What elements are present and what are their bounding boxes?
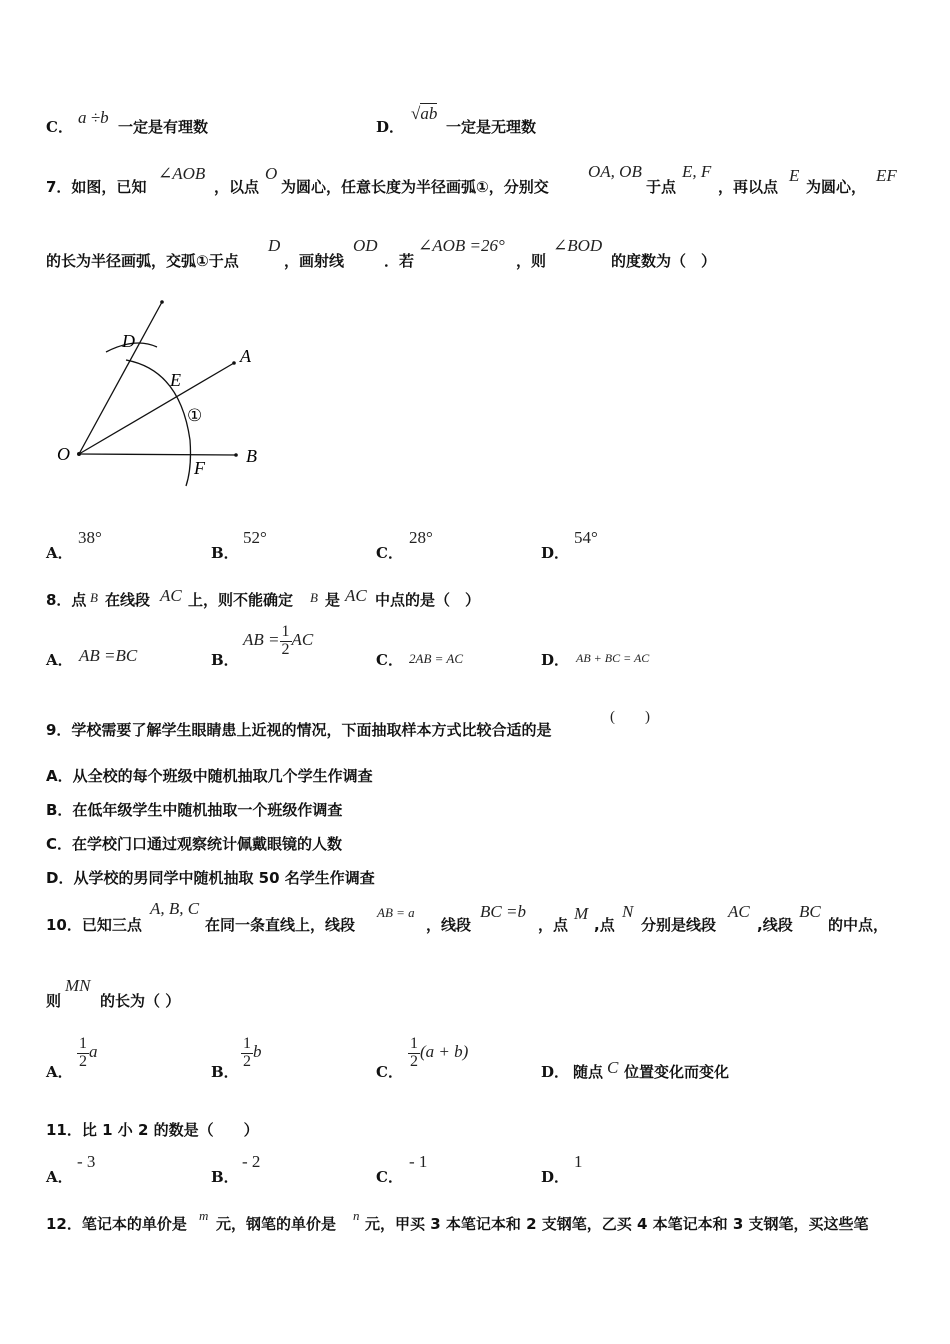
q10-text-5: ,点: [594, 916, 615, 934]
q8-option-a-value: AB =BC: [79, 646, 138, 665]
q8-option-d-value: AB + BC = AC: [576, 651, 650, 665]
q8-text-4: 是: [325, 591, 341, 609]
q12-text-3: 元，甲买 3 本笔记本和 2 支钢笔，乙买 4 本笔记本和 3 支钢笔，买这些笔: [365, 1215, 869, 1233]
fraction: [280, 624, 292, 659]
expr-post: a: [89, 1042, 98, 1062]
q7-math-o: O: [265, 164, 278, 183]
ray-od: [79, 302, 162, 454]
q10-text-10: 的长为（ ）: [100, 992, 181, 1010]
q7-math-oaob: OA, OB: [588, 162, 642, 181]
expr-post: (a + b): [420, 1042, 469, 1062]
q11-option-a-label: A．: [46, 1168, 73, 1186]
q8-text-5: 中点的是（ ）: [375, 591, 481, 609]
q12-text-2: 元，钢笔的单价是: [216, 1215, 337, 1233]
fraction-numerator: 1: [243, 1035, 251, 1052]
ray-ob: [79, 454, 236, 455]
q7-math-aob: ∠AOB: [158, 164, 206, 183]
label-o: O: [57, 444, 70, 464]
q7-text-1: 7．如图，已知: [46, 178, 147, 196]
label-arc-1: ①: [187, 406, 203, 425]
q10-option-d-math: C: [607, 1058, 619, 1077]
q10-math-aba: AB = a: [377, 905, 415, 920]
expr-pre: AB =: [243, 630, 280, 650]
fraction-denominator: 2: [410, 1052, 418, 1070]
q10-text-6: 分别是线段: [641, 916, 717, 934]
q9-option-d: D．从学校的男同学中随机抽取 50 名学生作调查: [46, 869, 375, 887]
fraction: [77, 1036, 89, 1071]
fraction-numerator: 1: [79, 1035, 87, 1052]
q10-option-d-text-1: 随点: [573, 1063, 604, 1081]
q9-option-b: B．在低年级学生中随机抽取一个班级作调查: [46, 801, 343, 819]
q7-option-c-label: C．: [376, 544, 403, 562]
q12-math-m: m: [199, 1208, 209, 1223]
q10-text-7: ,线段: [757, 916, 793, 934]
q11-option-d-label: D．: [541, 1168, 570, 1186]
q7-text-11: 的度数为（ ）: [611, 252, 717, 270]
ray-oa: [79, 363, 234, 454]
q12-math-n: n: [353, 1208, 360, 1223]
q9-question: 9．学校需要了解学生眼睛患上近视的情况，下面抽取样本方式比较合适的是: [46, 721, 552, 739]
q10-text-1: 10．已知三点: [46, 916, 142, 934]
fraction-numerator: 1: [281, 623, 290, 640]
q7-text-10: ，则: [516, 252, 547, 270]
expr-post: AC: [291, 630, 314, 650]
q7-math-ef: E, F: [682, 162, 712, 181]
q10-text-2: 在同一条直线上，线段: [205, 916, 356, 934]
q10-text-4: ，点: [538, 916, 569, 934]
point-end-a: [232, 361, 236, 365]
q10-text-3: ，线段: [426, 916, 472, 934]
q7-option-b-value: 52°: [243, 528, 267, 547]
q8-option-d-label: D．: [541, 651, 570, 669]
q6-option-c-math: a ÷b: [78, 108, 109, 127]
q7-text-7: 的长为半径画弧，交弧①于点: [46, 252, 239, 270]
q11-option-d-value: 1: [574, 1152, 583, 1171]
fraction: [241, 1036, 253, 1071]
point-end-d: [160, 300, 164, 304]
q7-text-5: ，再以点: [718, 178, 779, 196]
q8-option-b-label: B．: [211, 651, 239, 669]
q7-math-bod: ∠BOD: [553, 236, 603, 255]
q9-option-c: C．在学校门口通过观察统计佩戴眼镜的人数: [46, 835, 343, 853]
q7-math-ef2: EF: [876, 166, 897, 185]
q6-option-c-text: 一定是有理数: [118, 118, 209, 136]
q8-math-ac2: AC: [345, 586, 367, 605]
expr-post: b: [253, 1042, 262, 1062]
q7-option-d-value: 54°: [574, 528, 598, 547]
q7-math-cond: ∠AOB =26°: [418, 236, 505, 255]
q8-text-3: 上，则不能确定: [188, 591, 294, 609]
q8-text-2: 在线段: [105, 591, 151, 609]
q11-option-a-value: - 3: [77, 1152, 96, 1171]
q7-math-e: E: [789, 166, 800, 185]
q7-math-od: OD: [353, 236, 378, 255]
fraction-denominator: 2: [243, 1052, 251, 1070]
q8-option-c-value: 2AB = AC: [409, 651, 464, 666]
q7-option-a-label: A．: [46, 544, 73, 562]
q10-math-bc: BC: [799, 902, 821, 921]
q7-text-6: 为圆心，: [806, 178, 867, 196]
q8-option-b-value: [243, 624, 313, 659]
q7-option-d-label: D．: [541, 544, 570, 562]
fraction-denominator: 2: [79, 1052, 87, 1070]
option-label: C．: [46, 118, 73, 136]
q6-option-d: D．: [376, 118, 405, 136]
label-d: D: [122, 331, 135, 351]
q10-math-m: M: [574, 904, 589, 923]
q10-option-a-value: [77, 1036, 98, 1071]
q8-math-ac: AC: [160, 586, 182, 605]
q11-option-b-label: B．: [211, 1168, 239, 1186]
q10-option-b-value: [241, 1036, 262, 1071]
q8-math-b2: B: [310, 590, 318, 605]
q11-option-c-label: C．: [376, 1168, 403, 1186]
q11-question: 11．比 1 小 2 的数是（ ）: [46, 1121, 259, 1139]
q8-option-a-label: A．: [46, 651, 73, 669]
q7-option-c-value: 28°: [409, 528, 433, 547]
fraction: [408, 1036, 420, 1071]
q6-option-d-text: 一定是无理数: [446, 118, 537, 136]
q8-option-c-label: C．: [376, 651, 403, 669]
label-b: B: [246, 446, 257, 466]
q9-answer-paren: ( ): [610, 709, 650, 725]
q10-math-abc: A, B, C: [150, 899, 200, 918]
fraction-numerator: 1: [410, 1035, 418, 1052]
q7-text-8: ，画射线: [284, 252, 345, 270]
q11-option-b-value: - 2: [242, 1152, 261, 1171]
q11-option-c-value: - 1: [409, 1152, 428, 1171]
q7-option-a-value: 38°: [78, 528, 102, 547]
q7-math-d: D: [268, 236, 281, 255]
q10-option-d-label: D．: [541, 1063, 570, 1081]
q6-option-d-math: √ab: [411, 104, 438, 123]
q10-math-mn: MN: [65, 976, 91, 995]
q12-text-1: 12．笔记本的单价是: [46, 1215, 187, 1233]
q10-math-ac: AC: [728, 902, 750, 921]
q9-option-a: A．从全校的每个班级中随机抽取几个学生作调查: [46, 767, 373, 785]
label-e: E: [170, 370, 181, 390]
q7-text-4: 于点: [646, 178, 677, 196]
point-o: [77, 452, 81, 456]
q7-text-9: ．若: [384, 252, 415, 270]
sqrt-radicand: ab: [420, 104, 438, 123]
q10-option-d-text-2: 位置变化而变化: [624, 1063, 730, 1081]
label-f: F: [194, 458, 205, 478]
q10-text-9: 则: [46, 992, 62, 1010]
fraction-denominator: 2: [281, 640, 290, 658]
q10-text-8: 的中点，: [828, 916, 889, 934]
q8-text-1: 8．点: [46, 591, 87, 609]
point-end-b: [234, 453, 238, 457]
q7-figure: [40, 290, 280, 500]
q10-option-c-value: [408, 1036, 468, 1071]
q10-option-b-label: B．: [211, 1063, 239, 1081]
q7-option-b-label: B．: [211, 544, 239, 562]
q10-math-n: N: [622, 902, 634, 921]
q6-option-c: [46, 116, 73, 137]
q7-text-2: ，以点: [214, 178, 260, 196]
label-a: A: [240, 346, 251, 366]
q10-option-c-label: C．: [376, 1063, 403, 1081]
q10-option-a-label: A．: [46, 1063, 73, 1081]
q10-math-bcb: BC =b: [480, 902, 526, 921]
q7-text-3: 为圆心，任意长度为半径画弧①，分别交: [281, 178, 549, 196]
q8-math-b: B: [90, 590, 98, 605]
